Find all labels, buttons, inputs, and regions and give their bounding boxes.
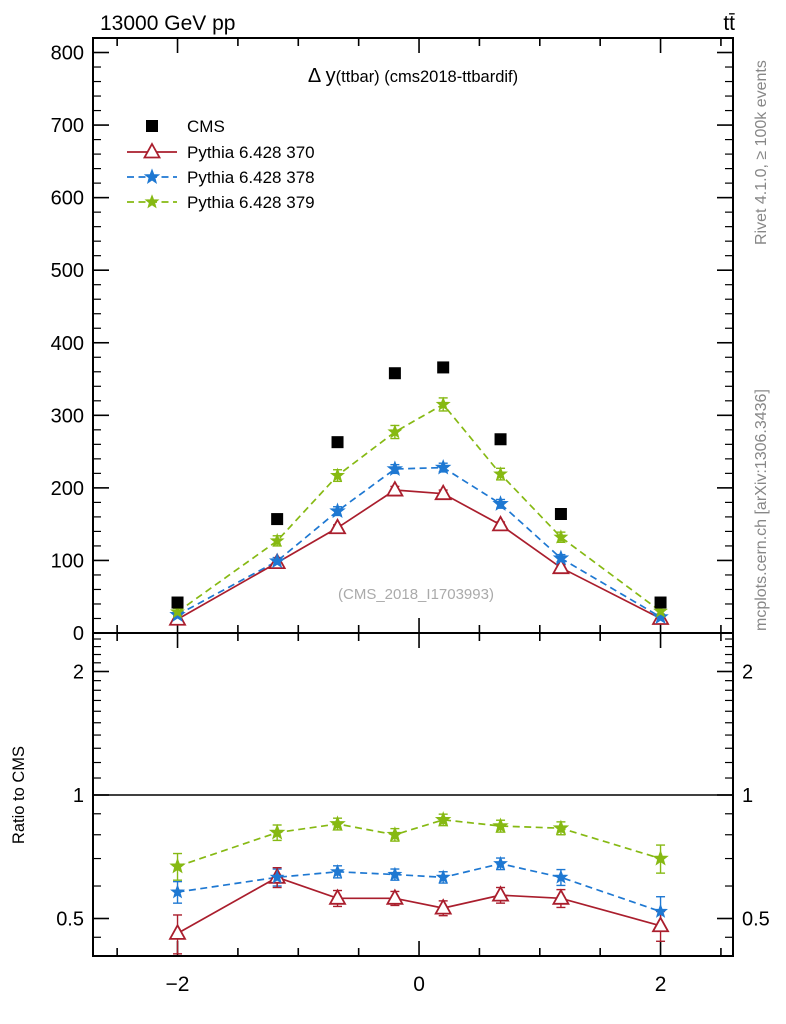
plot-title-qualifier: (ttbar) (cms2018-ttbardif)	[335, 68, 519, 86]
triangle-marker	[387, 890, 402, 904]
cms-data-marker	[271, 513, 283, 525]
y-tick-label: 400	[50, 332, 84, 355]
series-line-pythia-6-428-370	[178, 877, 661, 933]
cms-data-marker	[555, 508, 567, 520]
triangle-marker	[145, 144, 160, 158]
ratio-y-tick-label-right: 0.5	[742, 908, 770, 931]
header-beam-energy: 13000 GeV pp	[100, 12, 236, 35]
star-marker	[145, 170, 159, 183]
ratio-axis-label: Ratio to CMS	[10, 745, 28, 845]
triangle-marker	[553, 890, 568, 904]
cms-data-marker	[389, 367, 401, 379]
legend-label-pythia-370: Pythia 6.428 370	[187, 143, 315, 162]
y-tick-label: 100	[50, 550, 84, 573]
ratio-y-tick-label: 1	[72, 785, 84, 807]
y-tick-label: 0	[72, 623, 84, 645]
plot-title-observable: Δ y	[307, 65, 336, 87]
generated-chart-layer	[51, 38, 770, 996]
ratio-y-tick-label-right: 1	[742, 785, 754, 807]
x-tick-label: 0	[413, 973, 425, 996]
triangle-marker	[330, 520, 345, 534]
y-tick-label: 500	[50, 260, 84, 283]
mcplots-arxiv-note: mcplots.cern.ch [arXiv:1306.3436]	[753, 389, 770, 631]
x-tick-label: 2	[654, 973, 667, 996]
plot-title	[308, 65, 518, 87]
y-tick-label: 300	[50, 405, 84, 428]
y-tick-label: 700	[50, 115, 84, 138]
legend-label-pythia-379: Pythia 6.428 379	[187, 193, 315, 212]
legend-label-pythia-378: Pythia 6.428 378	[187, 168, 315, 187]
triangle-marker	[387, 482, 402, 496]
y-tick-label: 600	[50, 187, 84, 210]
series-line-pythia-6-428-379	[178, 820, 661, 867]
ratio-y-tick-label: 0.5	[56, 908, 84, 931]
header-process: tt̄	[723, 12, 735, 35]
cms-data-marker	[655, 597, 667, 609]
analysis-id-watermark: (CMS_2018_I1703993)	[338, 586, 494, 603]
ratio-y-tick-label-right: 2	[742, 661, 754, 684]
cms-data-marker	[146, 120, 158, 132]
triangle-marker	[170, 925, 185, 939]
series-line-pythia-6-428-378	[178, 864, 661, 912]
y-tick-label: 800	[50, 42, 84, 65]
triangle-marker	[493, 887, 508, 901]
ratio-y-tick-label: 2	[72, 661, 84, 684]
cms-data-marker	[332, 436, 344, 448]
cms-data-marker	[495, 433, 507, 445]
triangle-marker	[493, 517, 508, 531]
star-marker	[146, 196, 158, 208]
rivet-version-note: Rivet 4.1.0, ≥ 100k events	[753, 60, 770, 245]
x-tick-label: −2	[165, 973, 190, 996]
legend-label-cms: CMS	[187, 117, 225, 136]
triangle-marker	[436, 486, 451, 500]
y-tick-label: 200	[50, 477, 84, 500]
cms-data-marker	[437, 361, 449, 373]
cms-data-marker	[172, 597, 184, 609]
